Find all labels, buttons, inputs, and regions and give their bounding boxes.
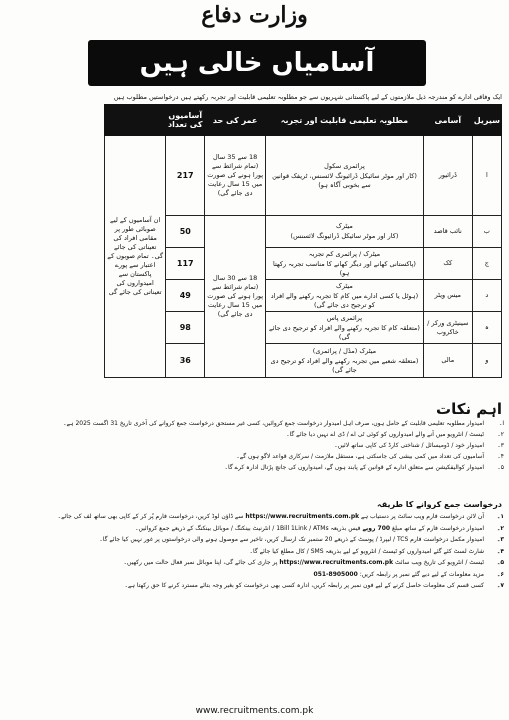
header-serial: سیریل	[472, 105, 501, 136]
row-post: کک	[423, 248, 472, 280]
row-serial: د	[472, 280, 501, 312]
row-count: 117	[166, 248, 205, 280]
qualification-note: (متعلقہ کام کا تجربہ رکھنے والے افراد کو ترجیح دی جائے گی)	[268, 323, 420, 341]
note-number: ۲۔	[497, 431, 504, 438]
list-item	[16, 535, 504, 546]
row-serial: ب	[472, 216, 501, 248]
qualification-note: (پاکستانی کھانے اور دیگر کھانے کا مناسب تجربہ رکھتا ہو)	[272, 259, 416, 277]
step-text: مزید معلومات کے لیے دیے گئے نمبر پر رابطہ کریں:	[359, 570, 484, 578]
row-qualification	[266, 280, 424, 312]
step-number: ۷۔	[496, 582, 504, 589]
header-post: آسامی	[423, 105, 472, 136]
table-header-row	[105, 105, 502, 136]
note-number: ۵۔	[497, 464, 504, 471]
qualification-main: میٹرک (مڈل / پرائمری)	[312, 346, 377, 355]
note-number: ا۔	[498, 420, 504, 427]
row-qualification	[266, 312, 424, 344]
list-item	[16, 512, 504, 523]
list-item	[16, 429, 504, 440]
step-number: ۳۔	[496, 536, 504, 543]
note-text: ٹیسٹ / انٹرویو میں آنے والے امیدواروں کو کوئی ٹی اے / ڈی اے نہیں دیا جائے گا۔	[286, 431, 484, 438]
step-text: امیدوار مکمل درخواست فارم TCS / لیپرڈ / پوسٹ کے ذریعے 20 ستمبر تک ارسال کریں، تاخیر سے موصول ہونے والی درخواستوں پر غور نہیں کیا جائے گا۔	[99, 536, 484, 543]
header-qualification: مطلوبہ تعلیمی قابلیت اور تجربہ	[266, 105, 424, 136]
qualification-note: (ہوٹل یا کسی ادارے میں کام کا تجربہ رکھنے والے افراد کو ترجیح دی جائے گی)	[270, 291, 419, 309]
note-text: امیدوار مطلوبہ تعلیمی قابلیت کے حامل ہوں، صرف اہل امیدوار درخواست جمع کروائیں، کسی غیر مستحق درخواست جمع کروانے کی آخری تاریخ 31 اگست 2025 ہے۔	[62, 420, 484, 427]
note-number: ۴۔	[497, 453, 504, 460]
website-link[interactable]: https://www.recruitments.com.pk	[279, 559, 394, 566]
row-count: 49	[166, 280, 205, 312]
qualification-main: میٹرک	[336, 222, 353, 230]
step-text-after: فیس بذریعہ 1Bill 1Link / ATMs / انٹرنیٹ بینکنگ / موبائل بینکنگ کے ذریعے جمع کروائیں۔	[134, 524, 361, 532]
qualification-main: پرائمری سکول	[324, 161, 365, 170]
row-count: 36	[166, 344, 205, 378]
header-age: عمر کی حد	[205, 105, 266, 136]
row-count: 50	[166, 216, 205, 248]
row-serial: ج	[472, 248, 501, 280]
step-text-after: پر جاری کی جائے گی، اپنا موبائل نمبر فعال حالت میں رکھیں۔	[123, 559, 278, 566]
how-to-apply-list	[16, 512, 504, 593]
fee-amount: 700 روپے	[362, 524, 391, 532]
vacancies-banner: آسامیاں خالی ہیں	[88, 40, 426, 86]
list-item	[16, 558, 504, 569]
note-text: امیدوار کوالیفکیشن سے متعلق ادارے کے قوانین کے پابند ہوں گے، امیدواروں کی جانچ پڑتال ادارہ کرے گا۔	[224, 464, 484, 471]
table-row	[105, 136, 502, 216]
important-notes-title: اہم نکات	[436, 400, 502, 418]
note-number: ۳۔	[497, 442, 504, 449]
ministry-title: وزارت دفاع	[201, 2, 308, 28]
qualification-note: (کار اور موٹر سائیکل ڈرائیونگ لائسنس)	[290, 232, 399, 240]
note-text: آسامیوں کی تعداد میں کمی بیشی کی جاسکتی ہے، مستقل ملازمت / سرکاری قواعد لاگو ہوں گے۔	[236, 453, 484, 460]
step-text: کسی قسم کی معلومات حاصل کرنے کے لیے فون نمبر پر رابطہ کریں، ادارہ کسی بھی درخواست کو بغیر وجہ بتائے مسترد کرنے کا حق رکھتا ہے۔	[124, 582, 484, 589]
phone-number[interactable]: 051-8905000	[313, 570, 358, 578]
step-text: ٹیسٹ / انٹرویو کی تاریخ ویب سائٹ	[395, 559, 484, 566]
step-text-after: سے ڈاؤن لوڈ کریں، درخواست فارم پُر کر کے کاپی بھی ساتھ لف کی جائے۔	[57, 513, 244, 520]
row-qualification	[266, 136, 424, 216]
step-number: ۴۔	[496, 547, 504, 555]
how-to-apply-title: درخواست جمع کروانے کا طریقہ	[377, 500, 502, 509]
list-item	[16, 451, 504, 462]
list-item	[16, 570, 504, 581]
remarks-cell: ان آسامیوں کے لیے صوبائی طور پر مقامی افراد کی تعیناتی کی جائے گی۔ تمام صوبوں کے اعتبار سے پورے پاکستان سے امیدواروں کی تعیناتی کی جائے گی	[105, 136, 166, 378]
list-item	[16, 462, 504, 473]
list-item	[16, 524, 504, 535]
footer-website[interactable]: www.recruitments.com.pk	[195, 706, 314, 716]
website-link[interactable]: https://www.recruitments.com.pk	[245, 513, 360, 520]
step-number: ۲۔	[496, 524, 504, 532]
row-post: ڈرائیور	[423, 136, 472, 216]
list-item	[16, 418, 504, 429]
age-limit-2: 18 سے 30 سال (تمام شرائط سے پورا ہونے کی صورت میں 15 سال رعایت دی جائے گی)	[205, 216, 266, 378]
row-post: میس ویٹر	[423, 280, 472, 312]
qualification-main: میٹرک / پرائمری کم تجربہ	[308, 249, 381, 258]
row-post: نائب قاصد	[423, 216, 472, 248]
qualification-note: (کار اور موٹر سائیکل ڈرائیونگ لائسنس، ٹریفک قوانین سے بخوبی آگاہ ہو)	[272, 171, 417, 189]
row-qualification	[266, 344, 424, 378]
step-text: امیدوار درخواست فارم کے ساتھ مبلغ	[391, 524, 484, 532]
row-post: سینیٹری ورکر / خاکروب	[423, 312, 472, 344]
row-count: 217	[166, 136, 205, 216]
intro-text: ایک وفاقی ادارے کو مندرجہ ذیل ملازمتوں کے لیے پاکستانی شہریوں سے جو مطلوبہ تعلیمی قابلیت اور تجربہ رکھتے ہیں درخواستیں مطلوب ہیں	[113, 93, 502, 101]
row-count: 98	[166, 312, 205, 344]
step-text: آن لائن درخواست فارم ویب سائٹ پر دستیاب ہے	[361, 513, 484, 520]
jobs-table	[104, 104, 502, 378]
step-number: ۶۔	[496, 570, 504, 578]
qualification-main: میٹرک	[336, 281, 353, 290]
age-limit-1: 18 سے 35 سال (تمام شرائط سے پورا ہونے کی صورت میں 15 سال رعایت دی جائے گی)	[205, 136, 266, 216]
row-serial: ا	[472, 136, 501, 216]
row-qualification	[266, 248, 424, 280]
row-qualification	[266, 216, 424, 248]
note-text: امیدوار خود / ڈومیسائل / شناختی کارڈ کی کاپی ساتھ لائیں۔	[334, 442, 484, 449]
list-item	[16, 547, 504, 558]
list-item	[16, 581, 504, 592]
row-serial: ہ	[472, 312, 501, 344]
row-post: مالی	[423, 344, 472, 378]
important-notes-list	[16, 418, 504, 473]
qualification-note: (متعلقہ شعبے میں تجربہ رکھنے والے افراد کو ترجیح دی جائے گی)	[270, 356, 419, 374]
step-number: ۵۔	[496, 559, 504, 566]
header-count: آسامیوں کی تعداد	[166, 105, 205, 136]
header-remarks	[105, 105, 166, 136]
row-serial: و	[472, 344, 501, 378]
list-item	[16, 440, 504, 451]
step-number: ۱۔	[496, 513, 504, 520]
qualification-main: پرائمری پاس	[326, 313, 363, 322]
step-text: شارٹ لسٹ کئے گئے امیدواروں کو ٹیسٹ / انٹرویو کے لیے بذریعہ SMS / کال مطلع کیا جائے گا۔	[249, 547, 484, 555]
